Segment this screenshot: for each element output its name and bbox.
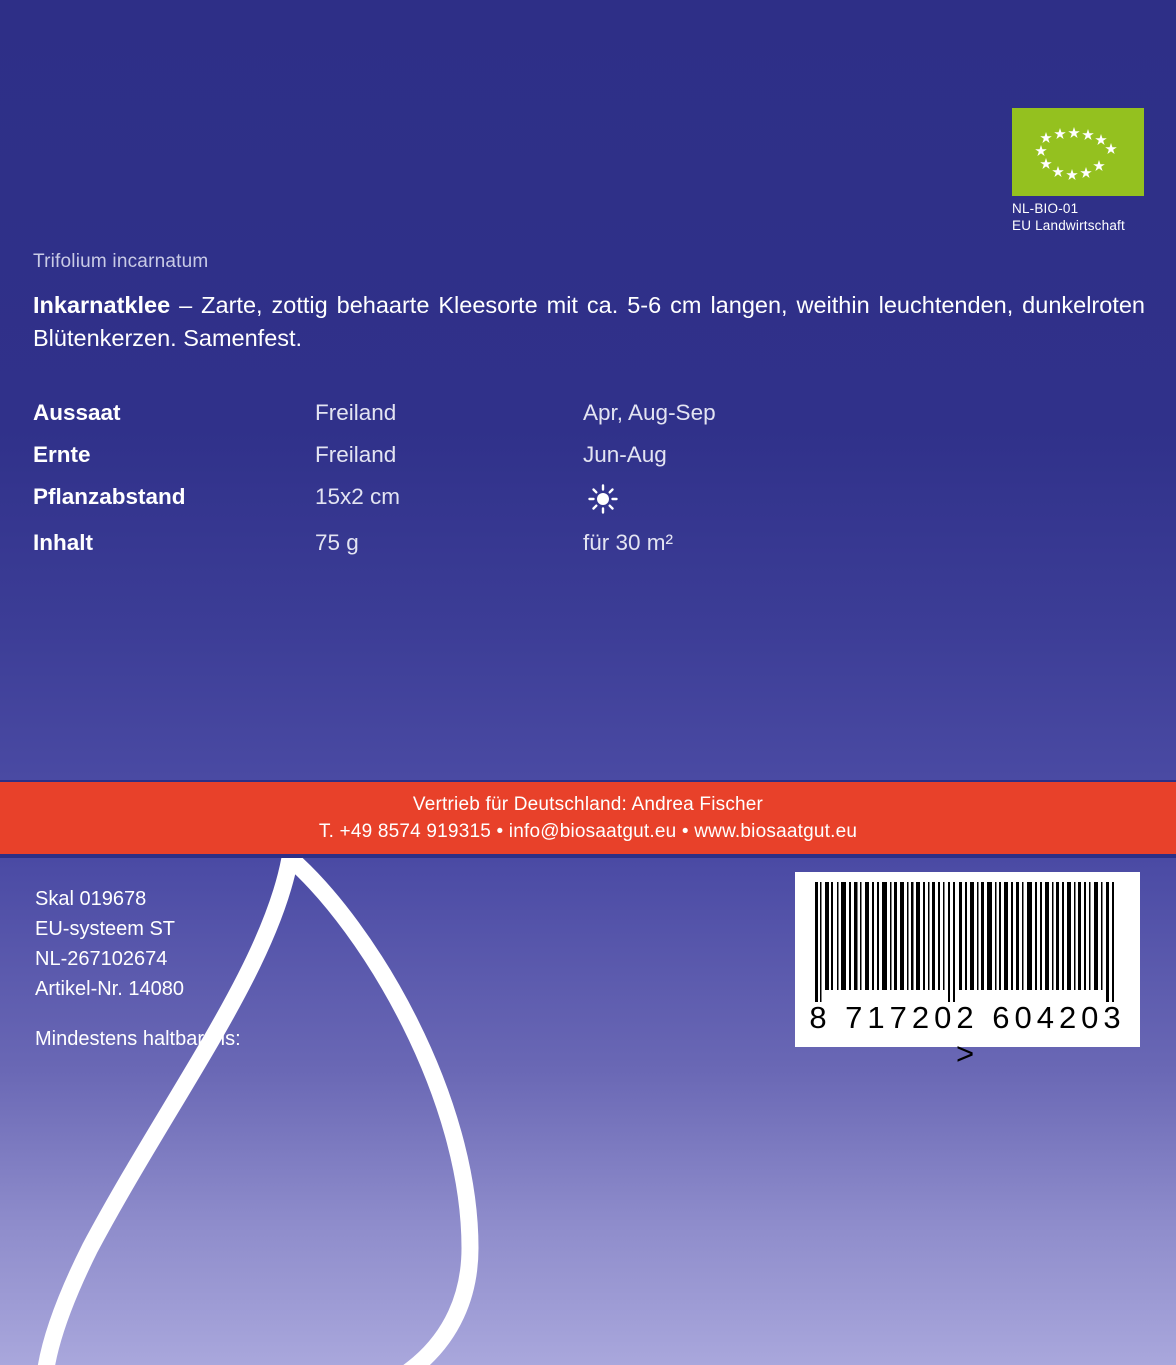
product-common-name: Inkarnatklee: [33, 292, 171, 318]
spec-label-ernte: Ernte: [33, 442, 91, 467]
eu-organic-leaf-icon: [1012, 108, 1144, 196]
spec-place-ernte: Freiland: [315, 442, 397, 467]
eu-bio-code: NL-BIO-01: [1012, 201, 1079, 216]
distributor-contact: T. +49 8574 919315 • info@biosaatgut.eu • www.biosaatgut.eu: [318, 821, 858, 842]
barcode-suffix: >: [955, 1036, 980, 1071]
barcode: [795, 872, 1140, 1071]
table-row: [33, 442, 1033, 484]
distributor-name: Vertrieb für Deutschland: Andrea Fischer: [412, 794, 764, 815]
barcode-digits: [795, 1000, 1140, 1072]
article-number: Artikel-Nr. 14080: [35, 978, 184, 1000]
eu-origin: EU Landwirtschaft: [1012, 218, 1125, 233]
best-before-label: Mindestens haltbar bis:: [35, 1028, 241, 1050]
eu-system: EU-systeem ST: [35, 918, 176, 940]
spec-label-inhalt: Inhalt: [33, 530, 93, 555]
legal-info-block: [35, 884, 184, 1004]
barcode-number: 8 717202 604203: [809, 1000, 1126, 1035]
cultivation-spec-table: [33, 400, 1033, 572]
spec-place-inhalt: 75 g: [315, 530, 359, 555]
bottom-info-panel: [0, 858, 1176, 1365]
eu-organic-logo: [1012, 108, 1144, 196]
spec-detail-inhalt: für 30 m²: [583, 530, 674, 555]
sun-icon: [583, 484, 623, 514]
spec-place-pflanzabstand: 15x2 cm: [315, 484, 401, 509]
spec-place-aussaat: Freiland: [315, 400, 397, 425]
table-row: [33, 530, 1033, 572]
spec-label-pflanzabstand: Pflanzabstand: [33, 484, 186, 509]
table-row: [33, 484, 1033, 530]
product-description: [33, 289, 1145, 355]
spec-detail-aussaat: Apr, Aug-Sep: [583, 400, 716, 425]
table-row: [33, 400, 1033, 442]
spec-label-aussaat: Aussaat: [33, 400, 121, 425]
spec-detail-pflanzabstand: [583, 484, 1033, 530]
skal-number: Skal 019678: [35, 888, 147, 910]
nl-number: NL-267102674: [35, 948, 168, 970]
product-description-text: – Zarte, zottig behaarte Kleesorte mit ca. 5-6 cm langen, weithin leuchtenden, dunkelroten Blütenkerzen. Samenfest.: [33, 292, 1145, 351]
spec-detail-ernte: Jun-Aug: [583, 442, 667, 467]
distributor-band: [0, 782, 1176, 854]
barcode-bars: [815, 882, 1120, 1002]
eu-organic-caption: [1012, 200, 1176, 234]
latin-name: Trifolium incarnatum: [33, 251, 209, 272]
